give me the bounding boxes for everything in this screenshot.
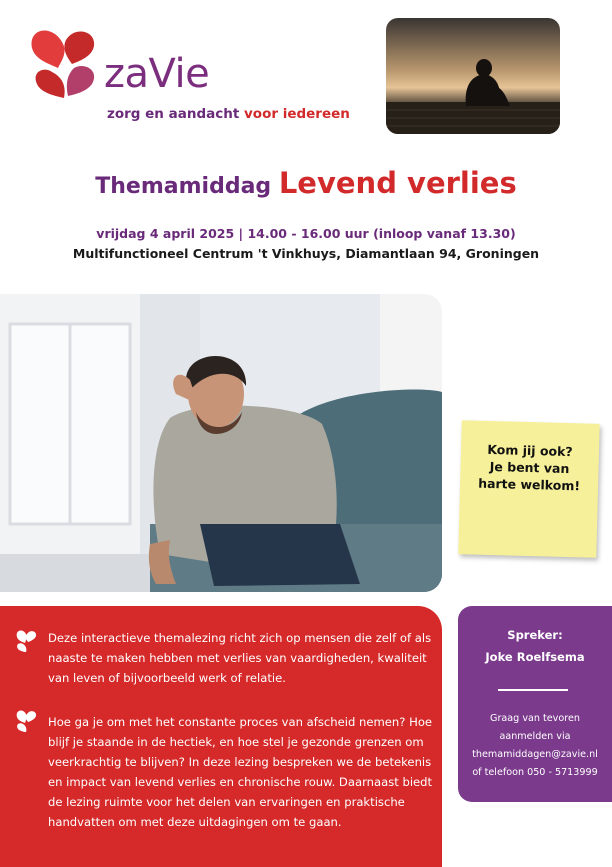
tagline-text: zorg en aandacht	[107, 106, 244, 122]
title-prefix: Themamiddag	[95, 174, 279, 199]
zavie-logo-wordmark	[104, 51, 210, 97]
sticky-note-text	[466, 440, 593, 494]
intro-paragraph-2: Hoe ga je om met het constante proces van afscheid nemen? Hoe blijf je staande in de hectiek, en hoe stel je gezonde grenzen om veerkrachtig te blijven? In deze lezing bespreken we de betekenis en impact van levend verlies en chronische rouw. Daarnaast biedt de lezing ruimte voor het delen van ervaringen en praktische handvatten om met deze uitdagingen om te gaan.	[48, 715, 433, 829]
registration-info	[458, 710, 612, 782]
photo-sad-man-on-sofa	[0, 294, 442, 592]
photo-sad-silhouette-sunset	[386, 18, 560, 134]
event-venue: Multifunctioneel Centrum 't Vinkhuys, Diamantlaan 94, Groningen	[72, 246, 540, 261]
title-main: Levend verlies	[278, 166, 517, 200]
speaker-name: Joke Roelfsema	[485, 650, 585, 664]
panel-divider	[498, 689, 568, 691]
speaker-label: Spreker:	[507, 628, 563, 642]
event-date-time: vrijdag 4 april 2025 | 14.00 - 16.00 uur (inloop vanaf 13.30)	[96, 226, 516, 241]
registration-line-1: Graag van tevoren	[490, 713, 580, 724]
sticky-note-welcome	[458, 420, 599, 558]
registration-line-2: aanmelden via	[499, 731, 571, 742]
heart-bullet-icon	[14, 708, 38, 732]
logo-tagline	[107, 106, 350, 122]
tagline-accent: voor iedereen	[244, 106, 350, 122]
registration-phone: of telefoon 050 - 5713999	[472, 767, 598, 778]
sticky-line-2: Je bent van	[489, 458, 570, 477]
heart-bullet-icon	[14, 628, 38, 652]
logo-word-prefix: za	[104, 51, 149, 97]
logo-word-suffix: Vie	[148, 51, 210, 97]
page-title	[0, 166, 612, 200]
zavie-logo-hearts	[22, 22, 102, 102]
intro-paragraph-1: Deze interactieve themalezing richt zich op mensen die zelf of als naaste te maken hebben met verlies van vaardigheden, kwaliteit van leven of bijvoorbeeld werk of relatie.	[48, 631, 432, 685]
registration-email[interactable]: themamiddagen@zavie.nl	[472, 749, 598, 760]
sticky-line-1: Kom jij ook?	[487, 441, 573, 460]
sticky-line-3: harte welkom!	[477, 475, 581, 494]
